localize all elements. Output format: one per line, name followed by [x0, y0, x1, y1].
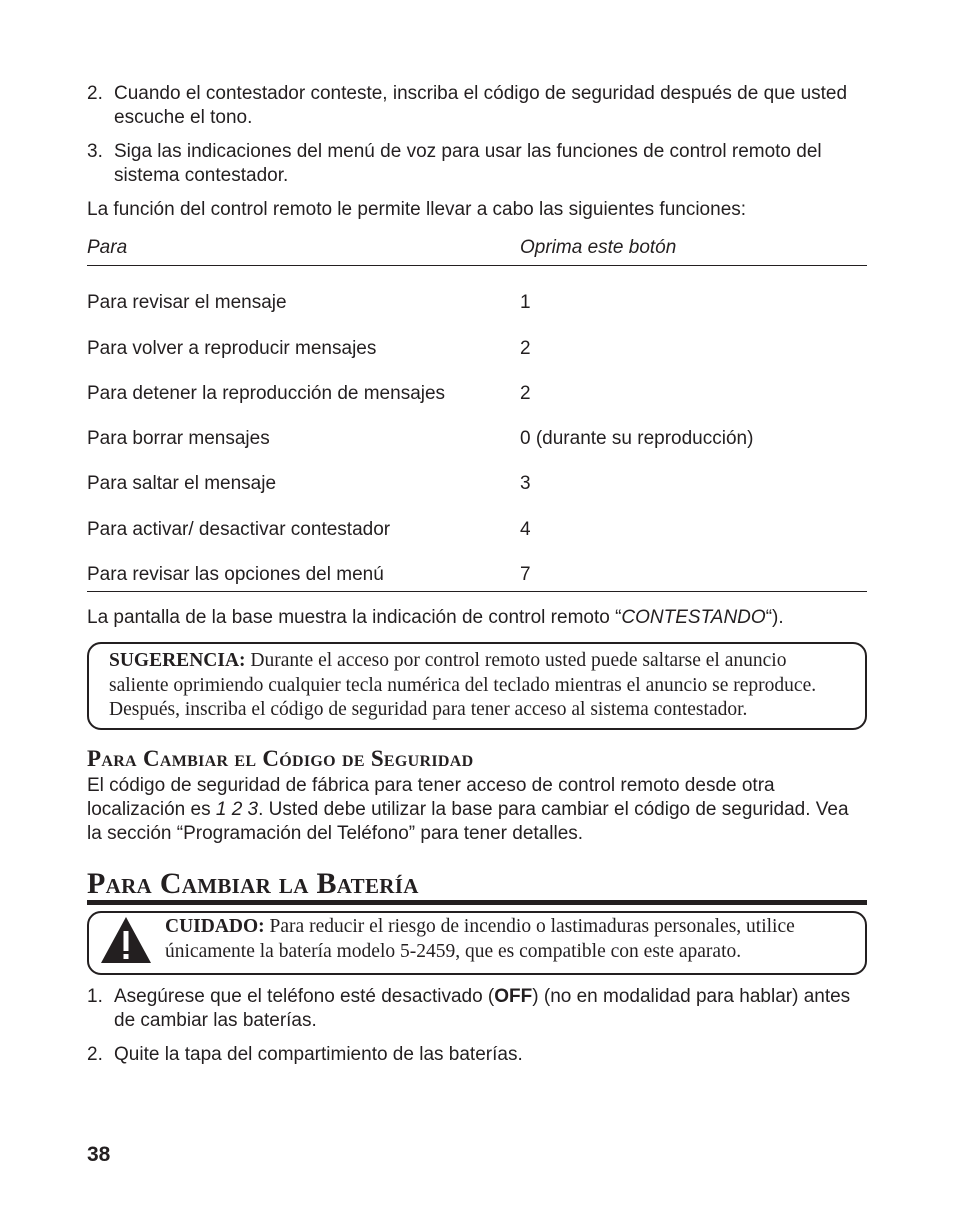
warning-triangle-icon	[99, 915, 153, 965]
caution-label: CUIDADO:	[165, 916, 265, 938]
table-cell-action: Para activar/ desactivar contestador	[87, 518, 391, 540]
step-text: Cuando el contestador conteste, inscriba el código de seguridad después de que usted escuche el tono.	[114, 83, 848, 128]
security-code-text-before: El código de seguridad de fábrica para tener acceso de control remoto desde otra localización es	[87, 774, 775, 820]
caution-text: Para reducir el riesgo de incendio o lastimaduras personales, utilice únicamente la batería modelo 5-2459, que es compatible con este aparato.	[165, 916, 795, 962]
off-keyword: OFF	[494, 985, 533, 1007]
table-row	[87, 365, 867, 410]
table-row	[87, 266, 867, 320]
table-cell-action: Para borrar mensajes	[87, 428, 270, 450]
step-number: 2.	[87, 83, 103, 104]
display-note-before: La pantalla de la base muestra la indicación de control remoto “	[87, 607, 622, 629]
display-note	[87, 606, 867, 630]
functions-table	[87, 236, 867, 592]
tip-text: Durante el acceso por control remoto usted puede saltarse el anuncio saliente oprimiendo cualquier tecla numérica del teclado mientras el anuncio se reproduce. Después, inscriba el código de seguridad para tener acceso al sistema contestador.	[109, 650, 817, 721]
security-code-paragraph	[87, 774, 867, 846]
section-heading-security-code: Para Cambiar el Código de Seguridad	[87, 745, 474, 771]
steps-top	[87, 82, 867, 188]
list-item	[87, 140, 867, 188]
step1-text-after: ) (no en modalidad para hablar) antes de cambiar las baterías.	[114, 985, 851, 1031]
table-row	[87, 546, 867, 592]
step-text: Quite la tapa del compartimiento de las baterías.	[114, 1043, 523, 1065]
table-cell-button: 1	[520, 292, 531, 314]
caution-text-block	[165, 915, 851, 964]
table-cell-action: Para revisar el mensaje	[87, 292, 287, 314]
table-cell-button: 2	[520, 382, 531, 404]
battery-steps	[87, 985, 867, 1067]
table-cell-button: 0 (durante su reproducción)	[520, 428, 754, 450]
step-number: 2.	[87, 1043, 103, 1065]
list-item	[87, 985, 867, 1033]
section-heading-battery: Para Cambiar la Batería	[87, 868, 867, 905]
caution-box	[87, 911, 867, 975]
table-cell-button: 2	[520, 337, 531, 359]
step-number: 3.	[87, 141, 103, 162]
table-row	[87, 319, 867, 364]
display-note-indication: CONTESTANDO	[621, 607, 766, 629]
tip-box	[87, 642, 867, 730]
table-cell-action: Para volver a reproducir mensajes	[87, 337, 377, 359]
step-number: 1.	[87, 985, 103, 1007]
table-cell-button: 7	[520, 546, 867, 592]
step-text: Siga las indicaciones del menú de voz para usar las funciones de control remoto del sistema contestador.	[114, 141, 822, 186]
table-cell-button: 4	[520, 518, 531, 540]
table-cell-button: 3	[520, 473, 531, 495]
tip-label: SUGERENCIA:	[109, 650, 246, 672]
table-row	[87, 410, 867, 455]
column-header-button: Oprima este botón	[520, 236, 867, 266]
step-text	[114, 985, 867, 1033]
step1-text-before: Asegúrese que el teléfono esté desactivado (	[114, 985, 495, 1007]
column-header-action: Para	[87, 236, 520, 266]
page-content	[87, 82, 867, 1077]
table-row	[87, 455, 867, 500]
display-note-after: “).	[765, 607, 784, 629]
security-code-text-after: . Usted debe utilizar la base para cambiar el código de seguridad. Vea la sección “Programación del Teléfono” para tener detalles.	[87, 798, 849, 844]
page-number: 38	[87, 1143, 111, 1166]
table-cell-action: Para saltar el mensaje	[87, 473, 277, 495]
table-header-row	[87, 236, 867, 266]
table-row	[87, 500, 867, 545]
table-cell-action: Para revisar las opciones del menú	[87, 546, 520, 592]
factory-code: 1 2 3	[215, 798, 259, 820]
list-item	[87, 82, 867, 130]
intro-text: La función del control remoto le permite llevar a cabo las siguientes funciones:	[87, 199, 747, 220]
list-item	[87, 1043, 867, 1067]
table-cell-action: Para detener la reproducción de mensajes	[87, 382, 446, 404]
